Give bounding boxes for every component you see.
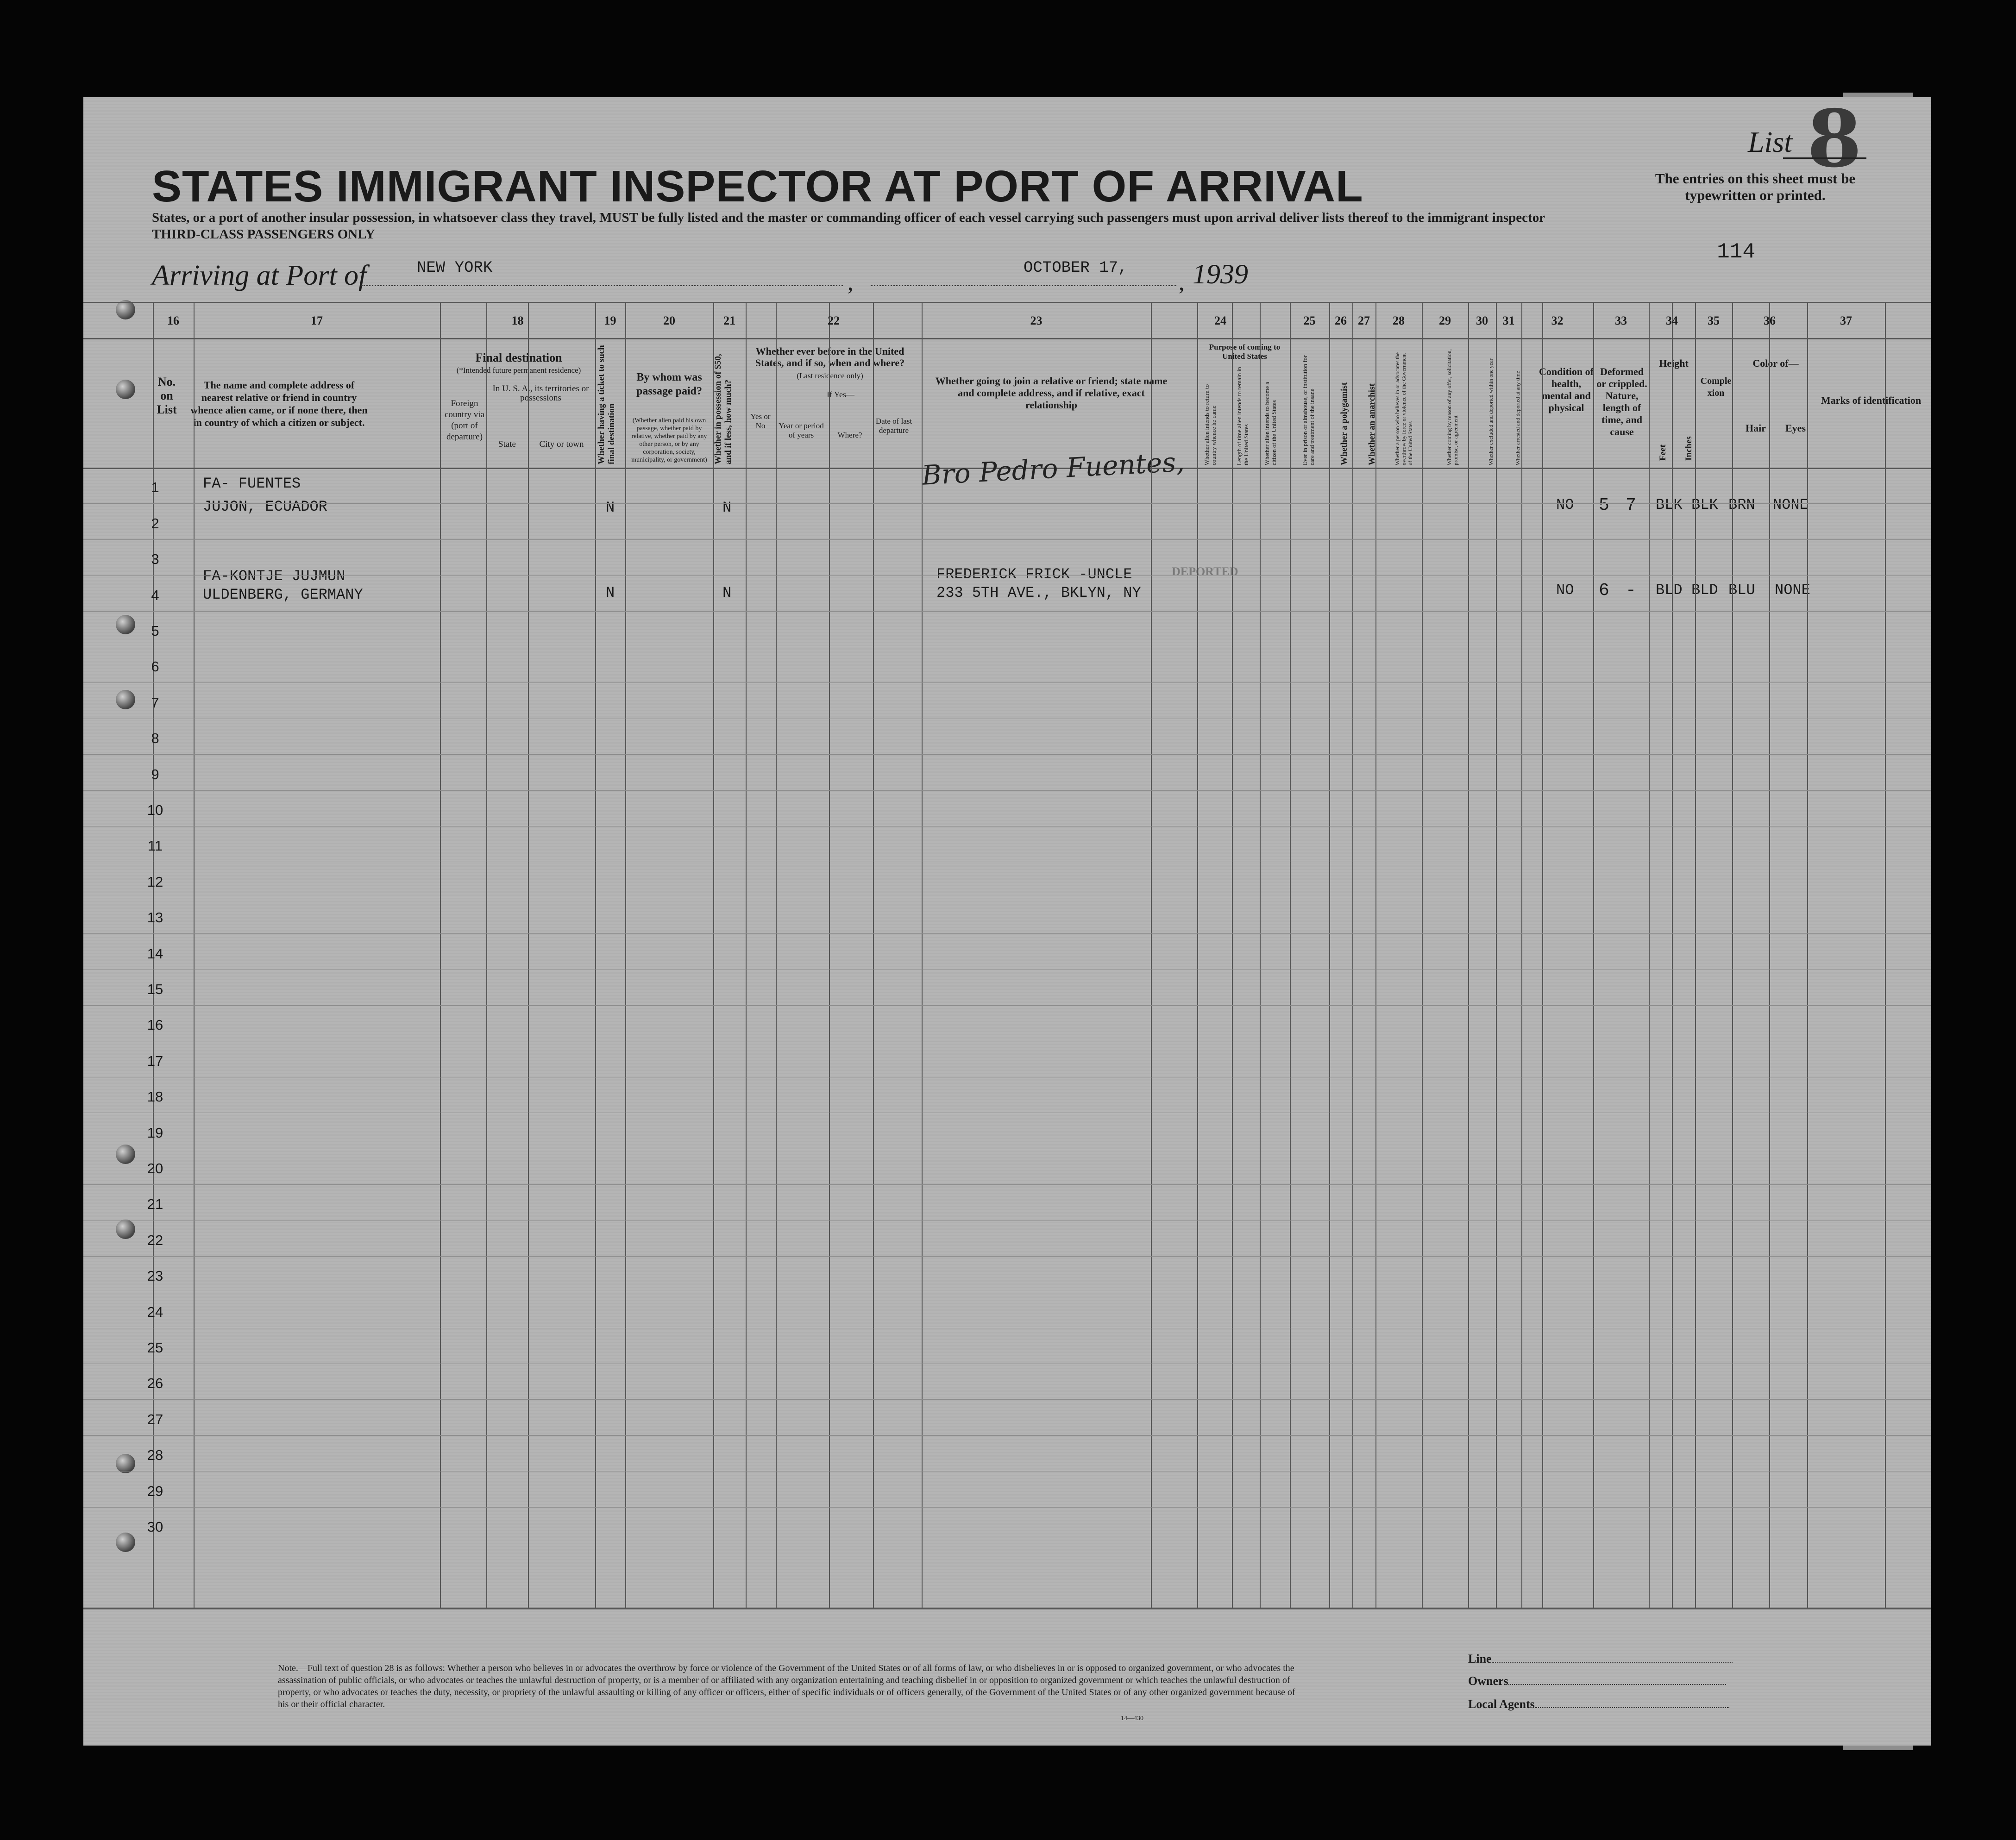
column-number: 16: [167, 314, 179, 327]
column-divider: [528, 302, 529, 1608]
manifest-sheet: [83, 93, 1931, 1746]
entry3-join-address: 233 5TH AVE., BKLYN, NY: [936, 584, 1141, 601]
column-divider: [625, 302, 626, 1608]
entry3-stamp: DEPORTED: [1172, 565, 1238, 578]
row-divider: [83, 1435, 1931, 1436]
row-number: 22: [147, 1232, 163, 1248]
entry1-ticket: N: [606, 499, 615, 516]
binding-hole: [116, 1533, 135, 1552]
row-number: 13: [147, 909, 163, 926]
column-divider: [1375, 302, 1376, 1608]
header-col34-feet: Feet: [1658, 444, 1668, 461]
list-number: 8: [1807, 93, 1862, 185]
row-number: 25: [147, 1339, 163, 1356]
header-col22-yesno: Yes or No: [750, 412, 771, 430]
column-divider: [1232, 302, 1233, 1608]
column-number: 28: [1393, 314, 1405, 327]
row-divider: [83, 1399, 1931, 1400]
column-number: 19: [604, 314, 616, 327]
column-number: 21: [723, 314, 735, 327]
row-number: 4: [151, 587, 159, 603]
entry3-complexion: BLD: [1656, 582, 1683, 599]
column-divider: [1732, 302, 1733, 1608]
header-col29: Whether coming by reason of any offer, solicitation, promise, or agreement: [1446, 349, 1459, 465]
column-number: 36: [1764, 314, 1776, 327]
column-number: 33: [1615, 314, 1627, 327]
entry1-hair: BLK: [1691, 496, 1718, 513]
row-divider: [83, 1507, 1931, 1508]
footer-agents-field: [1468, 1697, 1729, 1711]
binding-hole: [116, 690, 135, 709]
header-col28: Whether a person who believes in or advocates the overthrow by force or violence of the Government of the United States: [1394, 352, 1413, 465]
header-col22-ifyes: If Yes—: [826, 390, 854, 399]
row-number: 30: [147, 1519, 163, 1535]
header-col22-where: Where?: [837, 431, 862, 439]
header-col34-title: Height: [1659, 357, 1689, 369]
column-number: 34: [1666, 314, 1678, 327]
grid-header-divider: [83, 338, 1931, 339]
header-col32: Condition of health, mental and physical: [1539, 366, 1594, 413]
column-divider: [713, 302, 714, 1608]
column-divider: [1496, 302, 1497, 1608]
row-number: 6: [151, 658, 159, 675]
row-number: 12: [147, 873, 163, 890]
entry1-relative-name: FA- FUENTES: [203, 475, 301, 492]
row-number: 16: [147, 1017, 163, 1033]
arriving-label: Arriving at Port of: [152, 260, 367, 291]
entry3-hair: BLD: [1691, 582, 1718, 599]
column-divider: [1885, 302, 1886, 1608]
header-no-on-list: No. on List: [157, 375, 177, 416]
column-divider: [1521, 302, 1522, 1608]
header-col22-note: (Last residence only): [797, 371, 863, 380]
column-divider: [1807, 302, 1808, 1608]
row-number: 21: [147, 1196, 163, 1213]
entry3-relative-address: ULDENBERG, GERMANY: [203, 586, 363, 603]
footer-agents-label: Local Agents: [1468, 1697, 1535, 1711]
row-number: 10: [147, 802, 163, 818]
subtitle-instructions: States, or a port of another insular possession, in whatsoever class they travel, MUST be fully listed and the master or commanding officer of each vessel carrying such passengers must upon arrival deliver lists thereof to the immigrant inspector: [152, 210, 1545, 225]
header-col18-state: State: [498, 439, 516, 449]
entries-note: The entries on this sheet must be typewritten or printed.: [1655, 170, 1856, 203]
binding-hole: [116, 1145, 135, 1164]
row-number: 26: [147, 1375, 163, 1392]
row-number: 28: [147, 1447, 163, 1464]
header-col25: Ever in prison or almshouse, or institution for care and treatment of the insane: [1301, 355, 1315, 465]
column-divider: [746, 302, 747, 1608]
column-number: 29: [1439, 314, 1451, 327]
entry3-inches: -: [1626, 581, 1636, 601]
column-divider: [776, 302, 777, 1608]
column-divider: [1290, 302, 1291, 1608]
column-divider: [922, 302, 923, 1608]
entry1-health: NO: [1556, 496, 1574, 513]
port-dotted-line: [361, 285, 843, 286]
column-divider: [1542, 302, 1543, 1608]
row-number: 27: [147, 1411, 163, 1427]
header-col22-title: Whether ever before in the United States, and if so, when and where?: [755, 345, 905, 369]
column-divider: [1672, 302, 1673, 1608]
column-divider: [1329, 302, 1330, 1608]
footnote-question-28: Note.—Full text of question 28 is as follows: Whether a person who believes in or advocates the overthrow by force or violence of the Government of the United States or of all forms of law, or who disbelieves in or is opposed to organized government, or who advocates the assassination of public officials, or who advocates or teaches the unlawful destruction of property, or is a member of or affiliated with any organization entertaining and teaching disbelief in or opposition to organized government or which teaches the unlawful destruction of property, or who advocates or teaches the duty, necessity, or propriety of the unlawful assaulting or killing of any officer or officers, either of specific individuals or of officers generally, of the Government of the United States or of any other organized government because of his or their official character.: [278, 1663, 1295, 1709]
header-col20-note: (Whether alien paid his own passage, whether paid by relative, whether paid by any other person, or by any corporation, society, municipality, or government): [631, 417, 707, 463]
column-divider: [1769, 302, 1770, 1608]
list-label: List: [1747, 125, 1792, 158]
column-divider: [1352, 302, 1353, 1608]
column-divider: [595, 302, 596, 1608]
binding-hole: [116, 1220, 135, 1239]
row-number: 8: [151, 730, 159, 747]
grid-top-border: [83, 302, 1931, 303]
header-col19: Whether having a ticket to such final destination: [597, 345, 616, 464]
row-number: 17: [147, 1052, 163, 1069]
row-number: 11: [147, 838, 163, 854]
header-col37: Marks of identification: [1821, 394, 1922, 406]
header-col24-c: Whether alien intends to become a citizen of the United States: [1263, 382, 1277, 465]
header-col27: Whether an anarchist: [1367, 383, 1377, 465]
entry3-health: NO: [1556, 582, 1574, 599]
entry1-complexion: BLK: [1656, 496, 1683, 513]
footer-line-field: [1468, 1652, 1733, 1666]
header-col24-b: Length of time alien intends to remain in the United States: [1236, 367, 1250, 465]
row-number: 24: [147, 1303, 163, 1320]
header-col17: The name and complete address of nearest relative or friend in country whence alien came, or if none there, then in country of which a citizen or subject.: [190, 379, 368, 428]
subtitle-class: THIRD-CLASS PASSENGERS ONLY: [152, 227, 375, 242]
form-code: 14—430: [1121, 1715, 1143, 1722]
row-number: 1: [151, 479, 159, 496]
port-value: NEW YORK: [417, 259, 493, 277]
footer-owners-label: Owners: [1468, 1674, 1508, 1688]
column-number: 26: [1335, 314, 1347, 327]
column-number: 35: [1708, 314, 1720, 327]
entry1-feet: 5: [1599, 495, 1609, 515]
separator-comma: ,: [1179, 269, 1185, 295]
column-divider: [1151, 302, 1152, 1608]
date-value: OCTOBER 17,: [1024, 259, 1128, 277]
header-col26: Whether a polygamist: [1339, 382, 1349, 465]
header-col18-city: City or town: [539, 439, 584, 449]
row-divider: [83, 790, 1931, 791]
header-col21: Whether in possession of $50, and if less, how much?: [713, 354, 733, 464]
list-underline: [1783, 157, 1866, 159]
row-divider: [83, 933, 1931, 934]
header-col20: By whom was passage paid?: [636, 371, 703, 397]
column-divider: [486, 302, 487, 1608]
column-number: 31: [1502, 314, 1515, 327]
column-number: 17: [311, 314, 323, 327]
column-divider: [1260, 302, 1261, 1608]
row-number: 18: [147, 1089, 163, 1105]
row-divider: [83, 682, 1931, 683]
column-divider: [1695, 302, 1696, 1608]
entry1-join-handwritten: Bro Pedro Fuentes,: [921, 446, 1186, 491]
header-col23: Whether going to join a relative or friend; state name and complete address, and if relative, exact relationship: [935, 375, 1168, 411]
column-divider: [873, 302, 874, 1608]
row-number: 29: [147, 1483, 163, 1499]
header-col24-title: Purpose of coming to United States: [1209, 343, 1281, 361]
separator-comma: ,: [848, 269, 854, 295]
row-divider: [83, 1184, 1931, 1185]
page-number: 114: [1717, 240, 1755, 264]
column-number: 37: [1840, 314, 1852, 327]
row-divider: [83, 754, 1931, 755]
column-number: 18: [511, 314, 524, 327]
column-divider: [440, 302, 441, 1608]
row-divider: [83, 575, 1931, 576]
header-col22-years: Year or period of years: [779, 421, 824, 439]
column-number: 27: [1358, 314, 1370, 327]
column-number: 24: [1214, 314, 1226, 327]
column-number: 32: [1551, 314, 1564, 327]
row-divider: [83, 611, 1931, 612]
row-number: 19: [147, 1124, 163, 1141]
page-title: STATES IMMIGRANT INSPECTOR AT PORT OF ARRIVAL: [152, 162, 1363, 211]
row-number: 3: [151, 551, 159, 568]
row-divider: [83, 503, 1931, 504]
date-dotted-line: [871, 285, 1176, 286]
header-col34-inches: Inches: [1684, 436, 1694, 461]
binding-hole: [116, 1454, 135, 1473]
entry3-join-name: FREDERICK FRICK -UNCLE: [936, 566, 1132, 583]
row-number: 5: [151, 623, 159, 639]
entry3-ticket: N: [606, 584, 615, 601]
entry3-marks: NONE: [1775, 582, 1810, 599]
entry1-eyes: BRN: [1728, 496, 1755, 513]
row-number: 20: [147, 1160, 163, 1177]
entry1-money: N: [722, 499, 732, 516]
entry1-marks: NONE: [1773, 496, 1809, 513]
entry1-inches: 7: [1626, 495, 1636, 515]
entry3-relative-name: FA-KONTJE JUJMUN: [203, 568, 345, 585]
header-col30: Whether excluded and deported within one year: [1488, 358, 1494, 465]
entry3-money: N: [722, 584, 732, 601]
header-col33: Deformed or crippled. Nature, length of time, and cause: [1596, 366, 1647, 438]
footer-owners-field: [1468, 1674, 1726, 1688]
row-number: 7: [151, 694, 159, 711]
row-number: 15: [147, 981, 163, 997]
binding-hole: [116, 615, 135, 634]
row-number: 14: [147, 945, 163, 962]
column-divider: [1649, 302, 1650, 1608]
row-number: 23: [147, 1268, 163, 1284]
header-col18-foreign: Foreign country via (port of departure): [444, 399, 484, 442]
header-col24-a: Whether alien intends to return to country whence he came: [1203, 384, 1217, 465]
column-number: 22: [828, 314, 840, 327]
header-col22-date: Date of last departure: [875, 417, 912, 435]
row-divider: [83, 539, 1931, 540]
row-number: 2: [151, 515, 159, 532]
entry3-feet: 6: [1599, 581, 1609, 601]
column-divider: [1422, 302, 1423, 1608]
header-col18-usa: In U. S. A., its territories or possessions: [492, 384, 589, 403]
row-divider: [83, 1256, 1931, 1257]
column-number: 25: [1303, 314, 1316, 327]
header-col36-title: Color of—: [1752, 357, 1799, 369]
header-col36-hair: Hair: [1746, 422, 1766, 434]
grid-bottom-border: [83, 1608, 1931, 1609]
column-divider: [194, 302, 195, 1608]
header-col18-note: (*Intended future permanent residence): [456, 366, 581, 375]
column-number: 30: [1476, 314, 1488, 327]
entry1-relative-address: JUJON, ECUADOR: [203, 498, 327, 515]
binding-hole: [116, 380, 135, 399]
footer-line-label: Line: [1468, 1652, 1492, 1665]
row-number: 9: [151, 766, 159, 782]
header-col35: Complexion: [1700, 376, 1732, 398]
entry3-eyes: BLU: [1728, 582, 1755, 599]
row-divider: [83, 1005, 1931, 1006]
column-divider: [829, 302, 830, 1608]
header-col18-title: Final destination: [475, 351, 562, 364]
year-value: 1939: [1193, 259, 1248, 289]
column-number: 20: [663, 314, 675, 327]
column-divider: [1593, 302, 1594, 1608]
column-divider: [1468, 302, 1469, 1608]
header-col36-eyes: Eyes: [1785, 422, 1806, 434]
column-number: 23: [1030, 314, 1043, 327]
column-divider: [1197, 302, 1198, 1608]
header-col31: Whether arrested and deported at any time: [1514, 371, 1521, 465]
